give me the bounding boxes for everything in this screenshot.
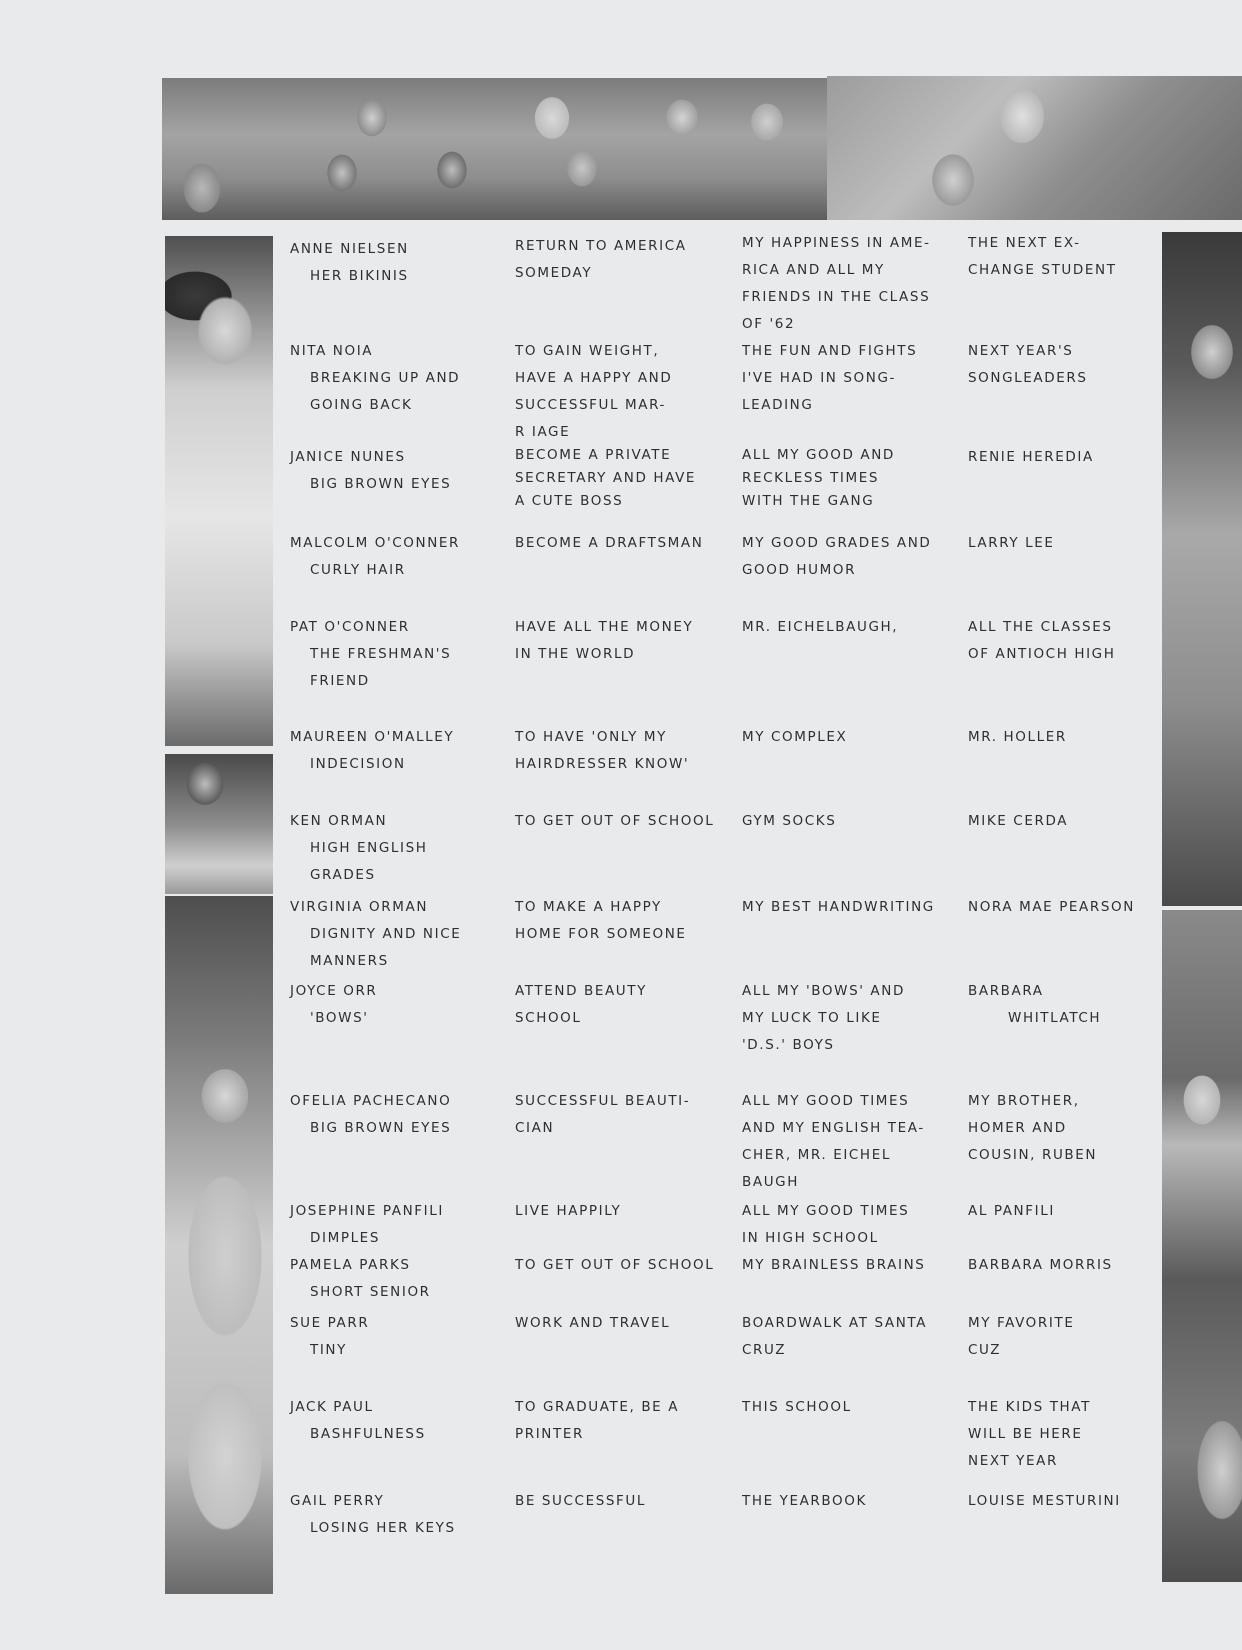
senior-ambition: LIVE HAPPILY: [515, 1203, 622, 1219]
senior-ambition: ATTEND BEAUTY: [515, 983, 647, 999]
senior-trait: FRIEND: [310, 673, 370, 689]
senior-trait: 'BOWS': [310, 1010, 369, 1026]
senior-memory: ALL MY GOOD TIMES: [742, 1203, 910, 1219]
senior-bequest-block: [968, 444, 1094, 471]
senior-bequest-block: [968, 1394, 1091, 1475]
senior-memory: MY BRAINLESS BRAINS: [742, 1257, 926, 1273]
senior-ambition: CIAN: [515, 1120, 555, 1136]
senior-memory-block: [742, 530, 931, 584]
senior-bequest: MIKE CERDA: [968, 813, 1069, 829]
senior-name-block: [290, 614, 451, 695]
senior-bequest: WILL BE HERE: [968, 1426, 1083, 1442]
football-player-photo: [165, 754, 273, 894]
senior-bequest-block: [968, 808, 1068, 835]
senior-memory: MY HAPPINESS IN AME-: [742, 235, 931, 251]
senior-memory: LEADING: [742, 397, 814, 413]
senior-ambition: HAVE ALL THE MONEY: [515, 619, 694, 635]
boy-in-jacket-photo: [1162, 232, 1242, 906]
senior-trait: INDECISION: [310, 756, 406, 772]
senior-name: MALCOLM O'CONNER: [290, 535, 461, 551]
senior-bequest-block: [968, 1252, 1113, 1279]
senior-name: ANNE NIELSEN: [290, 241, 409, 257]
senior-ambition-block: [515, 894, 687, 948]
senior-ambition-block: [515, 1394, 679, 1448]
senior-memory: MR. EICHELBAUGH,: [742, 619, 899, 635]
senior-bequest: OF ANTIOCH HIGH: [968, 646, 1116, 662]
senior-ambition: A CUTE BOSS: [515, 493, 624, 509]
senior-name: SUE PARR: [290, 1315, 370, 1331]
senior-memory: AND MY ENGLISH TEA-: [742, 1120, 925, 1136]
senior-ambition: RETURN TO AMERICA: [515, 238, 687, 254]
senior-name-block: [290, 724, 454, 778]
senior-bequest: HOMER AND: [968, 1120, 1067, 1136]
senior-ambition-block: [515, 233, 687, 287]
senior-ambition: TO HAVE 'ONLY MY: [515, 729, 667, 745]
senior-name: JOYCE ORR: [290, 983, 378, 999]
senior-memory: BAUGH: [742, 1174, 799, 1190]
senior-memory: ALL MY GOOD AND: [742, 447, 895, 463]
senior-ambition: TO GAIN WEIGHT,: [515, 343, 660, 359]
senior-bequest: SONGLEADERS: [968, 370, 1088, 386]
senior-ambition-block: [515, 1088, 690, 1142]
student-photo: [165, 236, 273, 746]
senior-ambition-block: [515, 338, 672, 446]
senior-memory-block: [742, 724, 847, 751]
senior-bequest-block: [968, 338, 1088, 392]
senior-trait: GOING BACK: [310, 397, 413, 413]
senior-trait: HER BIKINIS: [310, 268, 409, 284]
senior-trait: CURLY HAIR: [310, 562, 406, 578]
senior-trait: BREAKING UP AND: [310, 370, 461, 386]
senior-bequest: CHANGE STUDENT: [968, 262, 1117, 278]
senior-ambition-block: [515, 808, 714, 835]
senior-name-block: [290, 978, 377, 1032]
senior-ambition-block: [515, 614, 693, 668]
senior-bequest: NORA MAE PEARSON: [968, 899, 1135, 915]
senior-name: JANICE NUNES: [290, 449, 406, 465]
senior-memory-block: [742, 1252, 925, 1279]
senior-bequest: RENIE HEREDIA: [968, 449, 1094, 465]
senior-ambition-block: [515, 1252, 714, 1279]
senior-name-block: [290, 1488, 456, 1542]
senior-name-block: [290, 894, 461, 975]
senior-name-block: [290, 444, 451, 498]
senior-memory-block: [742, 1310, 927, 1364]
senior-bequest: LARRY LEE: [968, 535, 1055, 551]
senior-bequest-block: [968, 230, 1117, 284]
senior-ambition-block: [515, 444, 696, 513]
senior-ambition: WORK AND TRAVEL: [515, 1315, 671, 1331]
senior-trait: THE FRESHMAN'S: [310, 646, 452, 662]
senior-ambition: SUCCESSFUL BEAUTI-: [515, 1093, 691, 1109]
senior-bequest-block: [968, 978, 1101, 1032]
senior-memory: GOOD HUMOR: [742, 562, 857, 578]
senior-ambition: SUCCESSFUL MAR-: [515, 397, 667, 413]
senior-name: GAIL PERRY: [290, 1493, 385, 1509]
senior-memory: THIS SCHOOL: [742, 1399, 852, 1415]
senior-name-block: [290, 1394, 426, 1448]
senior-name-block: [290, 1088, 451, 1142]
senior-name-block: [290, 808, 428, 889]
senior-name: VIRGINIA ORMAN: [290, 899, 429, 915]
senior-name: NITA NOIA: [290, 343, 374, 359]
senior-bequest-block: [968, 530, 1054, 557]
senior-ambition-block: [515, 1198, 621, 1225]
senior-bequest: MY FAVORITE: [968, 1315, 1075, 1331]
senior-ambition-block: [515, 1488, 646, 1515]
senior-memory-block: [742, 1088, 925, 1196]
senior-bequest: BARBARA MORRIS: [968, 1257, 1113, 1273]
senior-ambition: TO GRADUATE, BE A: [515, 1399, 680, 1415]
senior-trait: HIGH ENGLISH: [310, 840, 428, 856]
senior-ambition-block: [515, 530, 703, 557]
student-profile-photo: [1162, 910, 1242, 1582]
senior-bequest-block: [968, 1088, 1097, 1169]
senior-bequest-block: [968, 1310, 1074, 1364]
senior-trait: LOSING HER KEYS: [310, 1520, 456, 1536]
senior-name: OFELIA PACHECANO: [290, 1093, 452, 1109]
senior-bequest: MR. HOLLER: [968, 729, 1067, 745]
senior-memory: THE FUN AND FIGHTS: [742, 343, 918, 359]
senior-ambition: BECOME A PRIVATE: [515, 447, 672, 463]
senior-ambition: HAIRDRESSER KNOW': [515, 756, 690, 772]
senior-ambition: TO MAKE A HAPPY: [515, 899, 662, 915]
senior-bequest: LOUISE MESTURINI: [968, 1493, 1121, 1509]
senior-trait: BIG BROWN EYES: [310, 476, 452, 492]
senior-trait: BIG BROWN EYES: [310, 1120, 452, 1136]
students-photo: [827, 76, 1242, 220]
senior-bequest-block: [968, 614, 1115, 668]
senior-ambition: SECRETARY AND HAVE: [515, 470, 697, 486]
senior-ambition-block: [515, 1310, 670, 1337]
senior-ambition: HAVE A HAPPY AND: [515, 370, 673, 386]
senior-trait: SHORT SENIOR: [310, 1284, 431, 1300]
girl-in-dress-photo: [165, 896, 273, 1594]
senior-name: PAT O'CONNER: [290, 619, 410, 635]
senior-memory: RECKLESS TIMES: [742, 470, 880, 486]
senior-memory-block: [742, 894, 935, 921]
senior-memory: MY BEST HANDWRITING: [742, 899, 935, 915]
senior-trait: BASHFULNESS: [310, 1426, 426, 1442]
senior-ambition: BE SUCCESSFUL: [515, 1493, 647, 1509]
senior-memory: FRIENDS IN THE CLASS: [742, 289, 931, 305]
senior-memory-block: [742, 808, 836, 835]
senior-memory: GYM SOCKS: [742, 813, 837, 829]
senior-trait: DIMPLES: [310, 1230, 380, 1246]
senior-bequest-block: [968, 1198, 1055, 1225]
senior-memory: IN HIGH SCHOOL: [742, 1230, 879, 1246]
senior-bequest: CUZ: [968, 1342, 1002, 1358]
senior-ambition: BECOME A DRAFTSMAN: [515, 535, 704, 551]
senior-ambition: R IAGE: [515, 424, 571, 440]
senior-ambition-block: [515, 978, 647, 1032]
senior-ambition: IN THE WORLD: [515, 646, 636, 662]
senior-trait: GRADES: [310, 867, 376, 883]
senior-memory: WITH THE GANG: [742, 493, 875, 509]
senior-name-block: [290, 530, 460, 584]
senior-bequest-block: [968, 894, 1135, 921]
senior-name-block: [290, 1198, 444, 1252]
senior-memory-block: [742, 338, 917, 419]
senior-ambition: HOME FOR SOMEONE: [515, 926, 687, 942]
senior-bequest: WHITLATCH: [1008, 1010, 1102, 1026]
senior-memory: CRUZ: [742, 1342, 787, 1358]
senior-bequest: MY BROTHER,: [968, 1093, 1080, 1109]
senior-bequest: NEXT YEAR'S: [968, 343, 1074, 359]
senior-bequest-block: [968, 724, 1067, 751]
senior-ambition: TO GET OUT OF SCHOOL: [515, 1257, 715, 1273]
senior-name-block: [290, 236, 409, 290]
senior-memory: BOARDWALK AT SANTA: [742, 1315, 928, 1331]
senior-memory: OF '62: [742, 316, 796, 332]
senior-ambition: TO GET OUT OF SCHOOL: [515, 813, 715, 829]
senior-memory: RICA AND ALL MY: [742, 262, 885, 278]
senior-name: JACK PAUL: [290, 1399, 374, 1415]
senior-bequest: BARBARA: [968, 983, 1044, 999]
senior-memory-block: [742, 230, 931, 338]
senior-memory: ALL MY 'BOWS' AND: [742, 983, 905, 999]
senior-ambition: SOMEDAY: [515, 265, 593, 281]
senior-memory: I'VE HAD IN SONG-: [742, 370, 897, 386]
senior-memory: 'D.S.' BOYS: [742, 1037, 835, 1053]
senior-bequest: THE KIDS THAT: [968, 1399, 1091, 1415]
senior-memory: CHER, MR. EICHEL: [742, 1147, 891, 1163]
senior-name-block: [290, 1310, 369, 1364]
senior-name: PAMELA PARKS: [290, 1257, 411, 1273]
senior-name-block: [290, 1252, 431, 1306]
senior-trait: MANNERS: [310, 953, 389, 969]
senior-name: KEN ORMAN: [290, 813, 388, 829]
senior-memory-block: [742, 1198, 909, 1252]
senior-memory-block: [742, 978, 905, 1059]
senior-name: JOSEPHINE PANFILI: [290, 1203, 444, 1219]
senior-memory: MY COMPLEX: [742, 729, 848, 745]
senior-memory: MY LUCK TO LIKE: [742, 1010, 882, 1026]
senior-trait: DIGNITY AND NICE: [310, 926, 462, 942]
senior-ambition: SCHOOL: [515, 1010, 582, 1026]
senior-name-block: [290, 338, 460, 419]
senior-memory-block: [742, 1394, 852, 1421]
senior-memory: MY GOOD GRADES AND: [742, 535, 932, 551]
senior-bequest: THE NEXT EX-: [968, 235, 1081, 251]
senior-memory-block: [742, 444, 895, 513]
senior-memory: ALL MY GOOD TIMES: [742, 1093, 910, 1109]
senior-name: MAUREEN O'MALLEY: [290, 729, 455, 745]
senior-memory-block: [742, 614, 898, 641]
classroom-photo: [162, 78, 827, 220]
senior-bequest: AL PANFILI: [968, 1203, 1055, 1219]
senior-ambition-block: [515, 724, 689, 778]
senior-memory-block: [742, 1488, 867, 1515]
senior-trait: TINY: [310, 1342, 347, 1358]
senior-bequest: ALL THE CLASSES: [968, 619, 1113, 635]
senior-bequest: COUSIN, RUBEN: [968, 1147, 1098, 1163]
senior-bequest: NEXT YEAR: [968, 1453, 1058, 1469]
senior-bequest-block: [968, 1488, 1121, 1515]
senior-ambition: PRINTER: [515, 1426, 584, 1442]
senior-memory: THE YEARBOOK: [742, 1493, 867, 1509]
